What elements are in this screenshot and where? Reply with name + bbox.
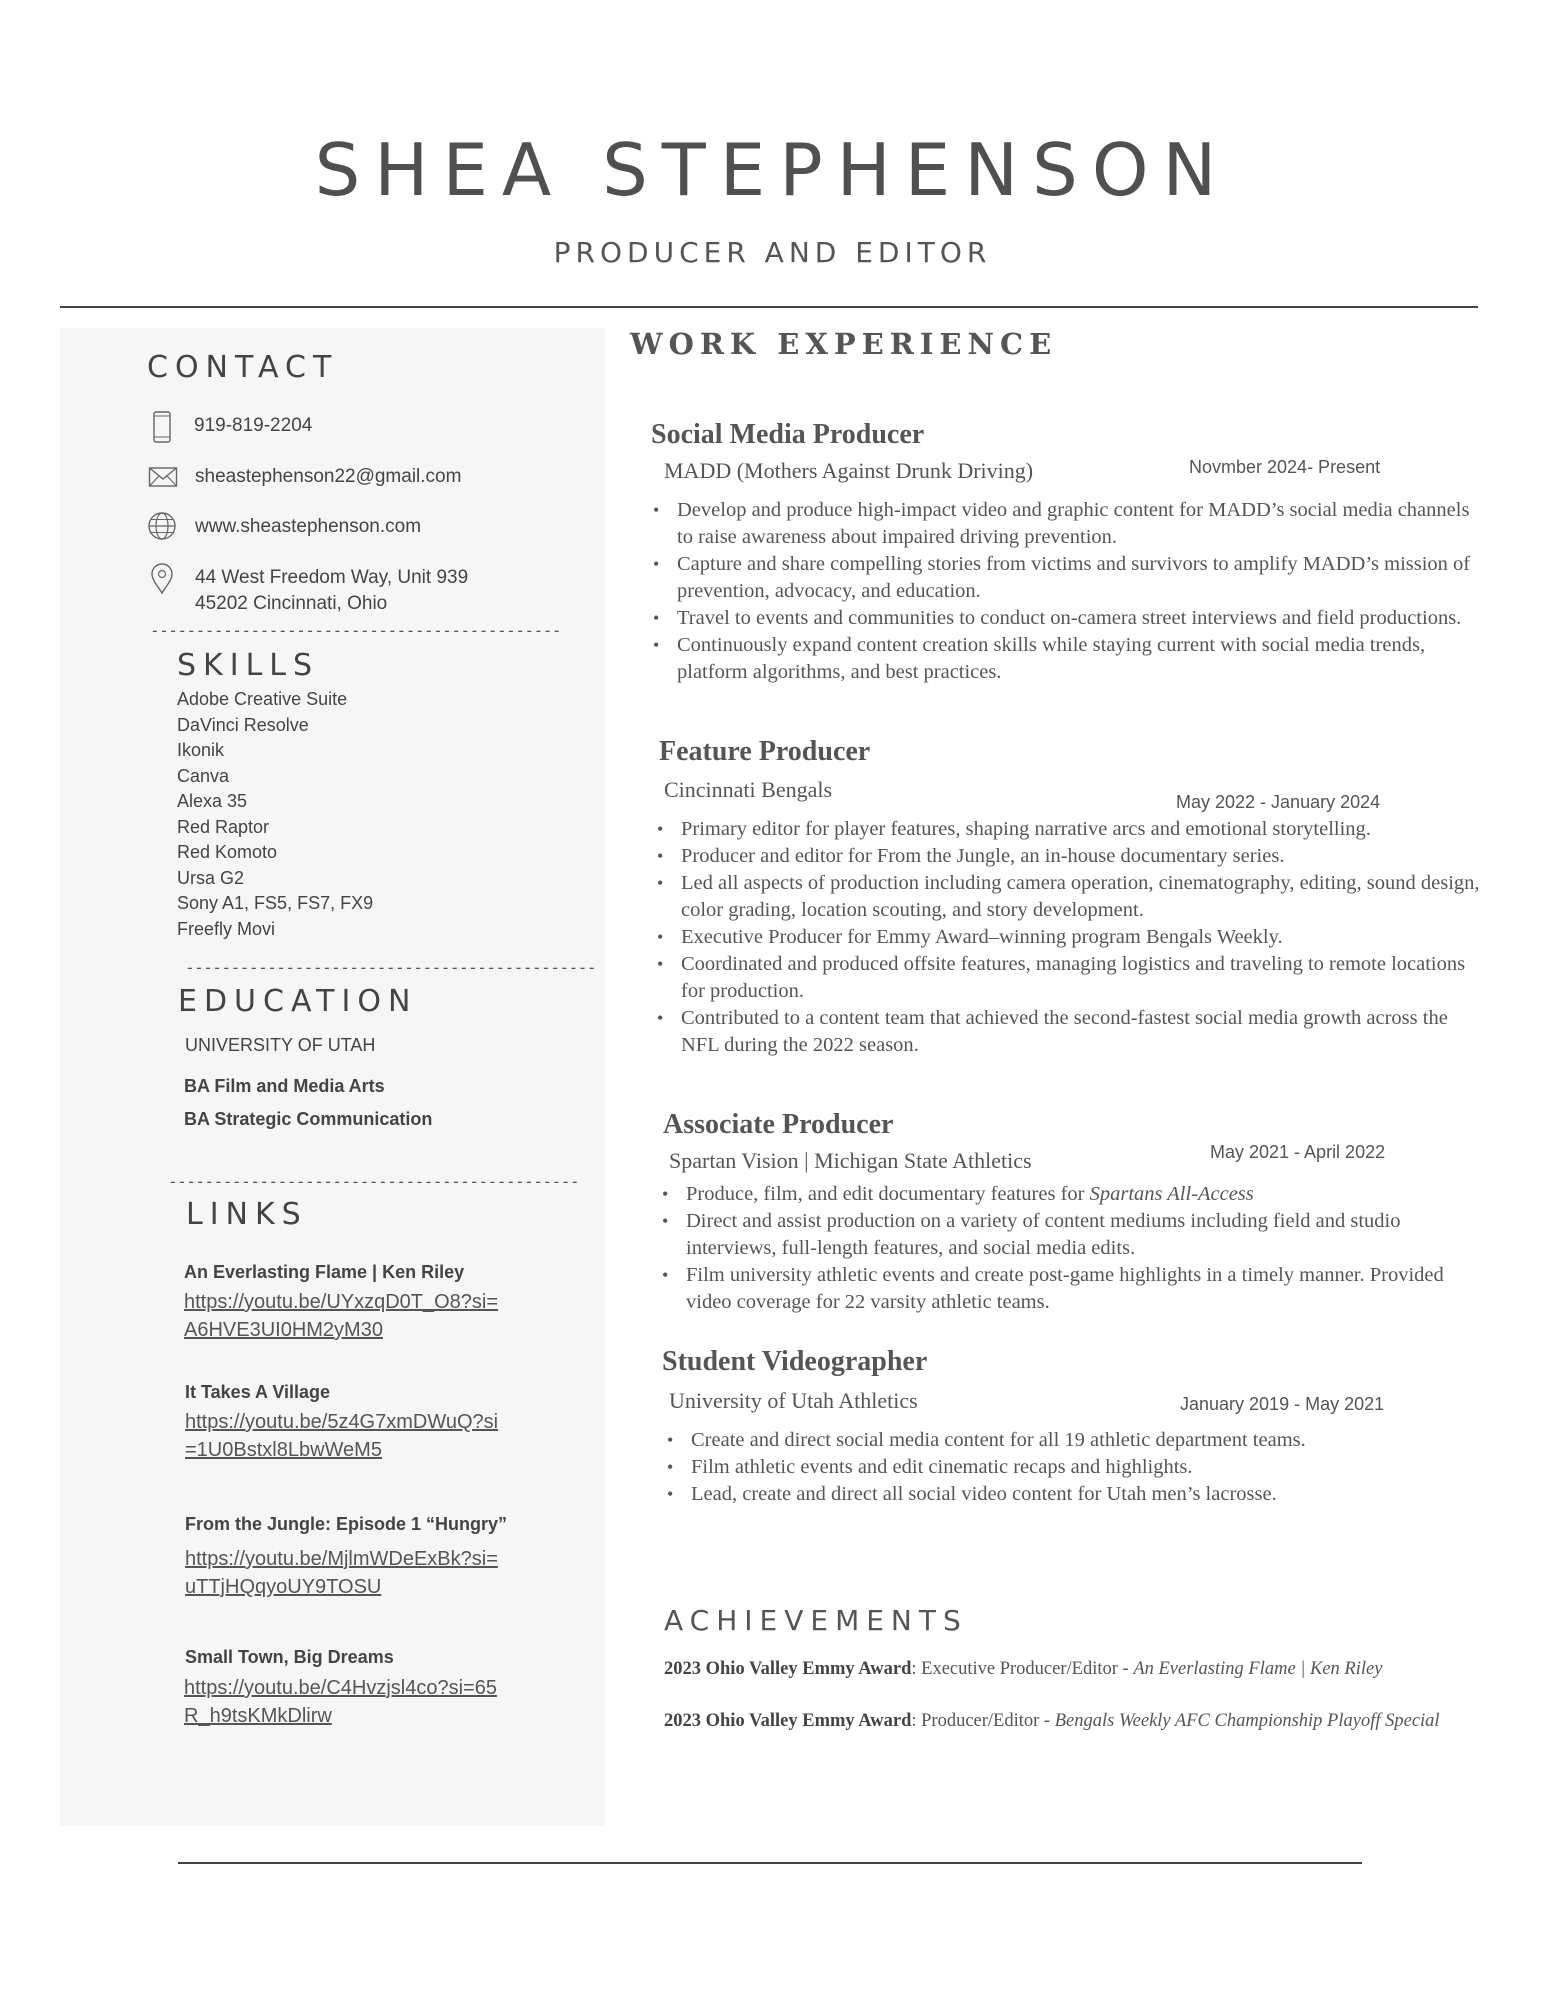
achievement-role: : Producer/Editor - <box>911 1711 1055 1731</box>
location-pin-icon <box>150 563 174 600</box>
achievement-work: An Everlasting Flame | Ken Riley <box>1133 1659 1383 1679</box>
contact-address-line1: 44 West Freedom Way, Unit 939 <box>195 567 469 588</box>
globe-icon <box>147 511 177 546</box>
achievement-award: 2023 Ohio Valley Emmy Award <box>664 1711 912 1731</box>
divider: --------------------------------------------- <box>185 958 596 977</box>
job-title: Social Media Producer <box>651 419 925 450</box>
skill-item: Canva <box>177 765 230 786</box>
job-dates: May 2022 - January 2024 <box>1176 792 1381 812</box>
top-divider <box>60 306 1478 308</box>
link-title: An Everlasting Flame | Ken Riley <box>184 1262 465 1282</box>
skill-item: Alexa 35 <box>177 791 248 811</box>
link-title: From the Jungle: Episode 1 “Hungry” <box>185 1514 508 1534</box>
job-bullet: • Travel to events and communities to conduct on-camera street interviews and field productions. <box>651 605 1471 632</box>
links-heading: LINKS <box>186 1197 308 1232</box>
achievement-role: : Executive Producer/Editor - <box>911 1659 1134 1679</box>
skills-list <box>177 687 373 942</box>
contact-phone[interactable]: 919-819-2204 <box>194 415 313 436</box>
job-bullets <box>651 497 1471 686</box>
education-heading: EDUCATION <box>178 984 418 1019</box>
mail-icon <box>148 465 178 494</box>
skill-item: Freefly Movi <box>177 918 276 939</box>
achievement-item <box>664 1659 1382 1680</box>
link-url[interactable]: https://youtu.be/5z4G7xmDWuQ?si=1U0Bstxl8LbwWeM5 <box>185 1411 499 1461</box>
achievements-heading: ACHIEVEMENTS <box>664 1604 968 1637</box>
link-url[interactable]: https://youtu.be/C4Hvzjsl4co?si=65R_h9tsKMkDlirw <box>184 1677 497 1727</box>
work-experience-heading: WORK EXPERIENCE <box>630 327 1058 361</box>
job-bullet-text: Produce, film, and edit documentary features for <box>686 1183 1090 1205</box>
link-url[interactable]: https://youtu.be/UYxzqD0T_O8?si=A6HVE3UI0HM2yM30 <box>184 1291 499 1341</box>
job-bullet: • Continuously expand content creation skills while staying current with social media trends, platform algorithms, and best practices. <box>651 632 1471 686</box>
job-bullet: • Lead, create and direct all social video content for Utah men’s lacrosse. <box>665 1481 1485 1508</box>
achievement-work: Bengals Weekly AFC Championship Playoff Special <box>1054 1711 1440 1731</box>
job-bullet: • Capture and share compelling stories from victims and survivors to amplify MADD’s mission of prevention, advocacy, and education. <box>651 551 1471 605</box>
job-bullet: • Film athletic events and edit cinematic recaps and highlights. <box>665 1454 1485 1481</box>
job-company: MADD (Mothers Against Drunk Driving) <box>664 458 1034 483</box>
contact-email[interactable]: sheastephenson22@gmail.com <box>195 466 462 487</box>
job-bullet: • Producer and editor for From the Jungle, an in-house documentary series. <box>655 843 1485 870</box>
resume-title: PRODUCER AND EDITOR <box>553 236 992 269</box>
job-bullet <box>660 1181 1490 1208</box>
job-bullets <box>665 1427 1485 1508</box>
job-bullets <box>655 816 1485 1059</box>
job-dates: Novmber 2024- Present <box>1189 457 1381 477</box>
skill-item: DaVinci Resolve <box>177 714 309 735</box>
job-company: Cincinnati Bengals <box>664 777 833 802</box>
contact-website[interactable]: www.sheastephenson.com <box>195 516 422 537</box>
job-bullet: • Develop and produce high-impact video and graphic content for MADD’s social media channels to raise awareness about impaired driving prevention. <box>651 497 1471 551</box>
skill-item: Red Raptor <box>177 816 270 837</box>
job-dates: January 2019 - May 2021 <box>1180 1394 1385 1414</box>
education-school: UNIVERSITY OF UTAH <box>185 1035 376 1055</box>
job-bullet: • Direct and assist production on a variety of content mediums including field and studio interviews, full-length features, and social media edits. <box>660 1208 1490 1262</box>
skill-item: Red Komoto <box>177 842 278 862</box>
skill-item: Ursa G2 <box>177 867 245 888</box>
job-bullet: • Create and direct social media content for all 19 athletic department teams. <box>665 1427 1485 1454</box>
job-title: Feature Producer <box>659 736 871 767</box>
skill-item: Ikonik <box>177 740 225 760</box>
skills-heading: SKILLS <box>177 648 320 683</box>
divider: --------------------------------------------- <box>150 621 561 640</box>
job-bullet: • Contributed to a content team that achieved the second-fastest social media growth across the NFL during the 2022 season. <box>655 1005 1485 1059</box>
divider: --------------------------------------------- <box>168 1172 579 1191</box>
contact-address-line2: 45202 Cincinnati, Ohio <box>195 593 388 614</box>
skill-item: Adobe Creative Suite <box>177 689 348 709</box>
job-bullet: • Primary editor for player features, shaping narrative arcs and emotional storytelling. <box>655 816 1485 843</box>
job-bullet: • Film university athletic events and create post-game highlights in a timely manner. Provided video coverage for 22 varsity athletic teams. <box>660 1262 1490 1316</box>
job-bullets <box>660 1181 1490 1316</box>
job-bullet: • Coordinated and produced offsite features, managing logistics and traveling to remote locations for production. <box>655 951 1485 1005</box>
job-title: Associate Producer <box>663 1109 894 1140</box>
phone-icon <box>150 410 174 449</box>
job-company: University of Utah Athletics <box>669 1388 918 1413</box>
education-degree: BA Strategic Communication <box>184 1109 433 1129</box>
contact-heading: CONTACT <box>147 350 339 385</box>
bottom-divider <box>178 1862 1362 1864</box>
job-bullet: • Led all aspects of production including camera operation, cinematography, editing, sound design, color grading, location scouting, and story development. <box>655 870 1485 924</box>
achievement-award: 2023 Ohio Valley Emmy Award <box>664 1659 912 1679</box>
link-title: It Takes A Village <box>185 1382 331 1402</box>
job-bullet-italic: Spartans All-Access <box>1089 1183 1254 1205</box>
education-degree: BA Film and Media Arts <box>184 1076 385 1096</box>
achievement-item <box>664 1711 1440 1732</box>
link-url[interactable]: https://youtu.be/MjlmWDeExBk?si=uTTjHQqyoUY9TOSU <box>185 1548 498 1598</box>
skill-item: Sony A1, FS5, FS7, FX9 <box>177 893 374 913</box>
job-title: Student Videographer <box>662 1346 928 1377</box>
job-company: Spartan Vision | Michigan State Athletics <box>669 1148 1032 1173</box>
job-dates: May 2021 - April 2022 <box>1210 1142 1386 1162</box>
link-title: Small Town, Big Dreams <box>185 1647 394 1667</box>
resume-name: SHEA STEPHENSON <box>314 128 1231 212</box>
job-bullet: • Executive Producer for Emmy Award–winning program Bengals Weekly. <box>655 924 1485 951</box>
